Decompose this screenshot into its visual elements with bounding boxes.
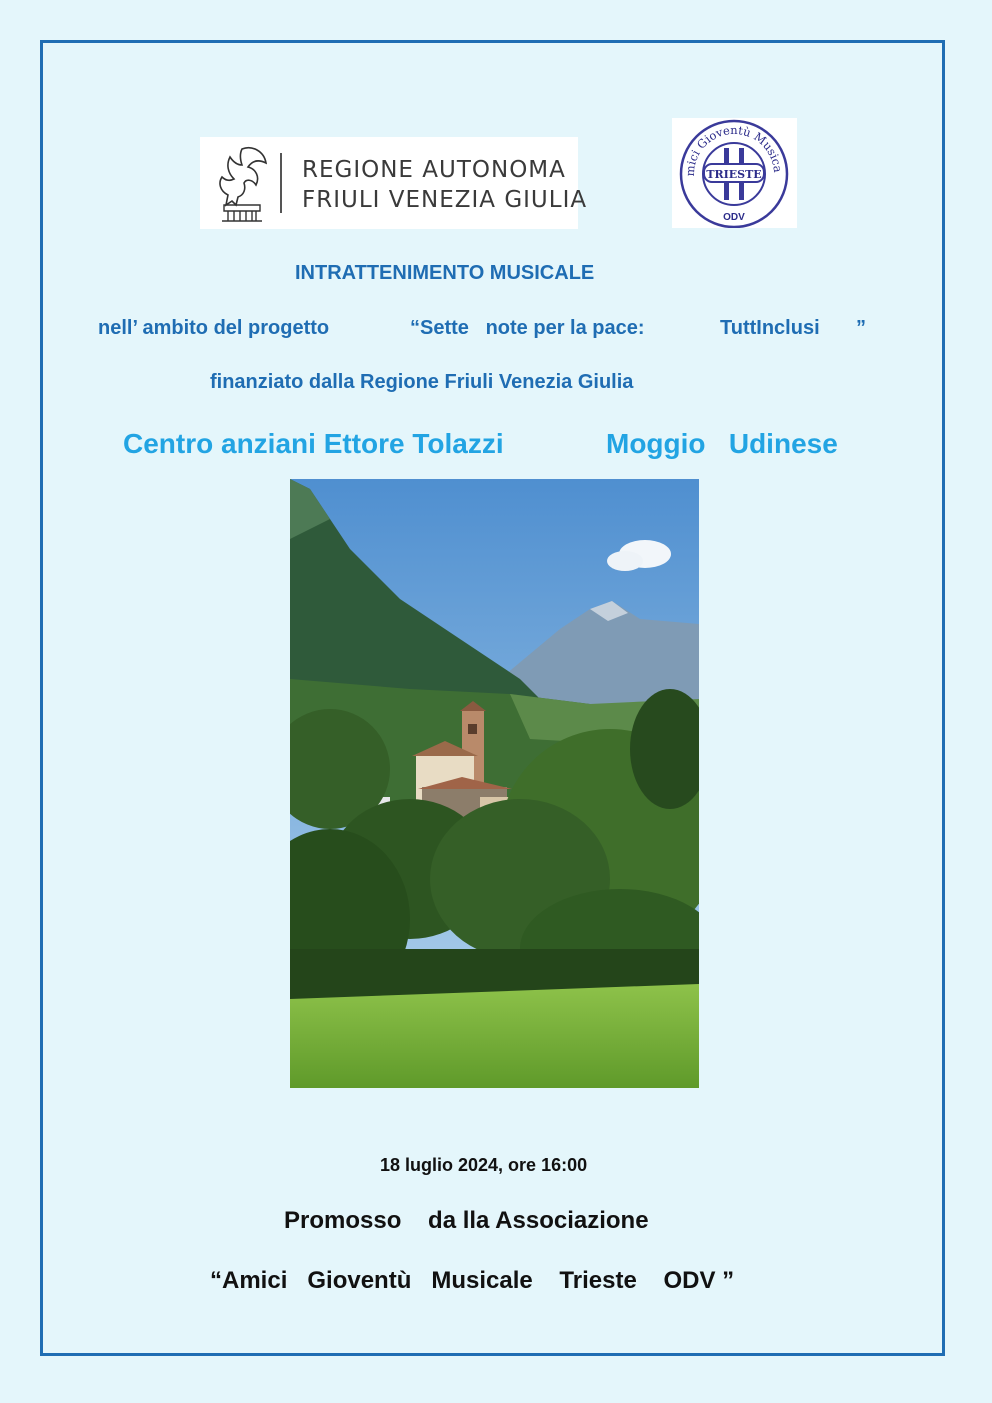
venue-name: Centro anziani Ettore Tolazzi xyxy=(123,428,504,459)
promoted-by: Promosso da lla Associazione xyxy=(284,1207,649,1234)
amici-ring-text: mici Gioventù Musica xyxy=(682,122,786,177)
association-name: “Amici Gioventù Musicale Trieste ODV ” xyxy=(210,1267,735,1294)
project-close-quote: ” xyxy=(856,317,866,339)
amici-center-text: TRIESTE xyxy=(706,168,762,181)
project-prefix: nell’ ambito del progetto xyxy=(98,317,330,339)
eagle-icon xyxy=(212,143,272,225)
amici-odv-text: ODV xyxy=(723,212,745,223)
regione-fvg-logo xyxy=(200,137,588,229)
venue-town: Moggio Udinese xyxy=(606,428,838,459)
amici-gioventu-logo xyxy=(672,118,797,228)
region-line-1: REGIONE AUTONOMA xyxy=(302,157,566,183)
region-name xyxy=(302,155,587,215)
project-name: “Sette note per la pace: xyxy=(410,317,645,339)
moggio-landscape-photo xyxy=(290,479,699,1088)
event-heading: INTRATTENIMENTO MUSICALE xyxy=(295,262,595,284)
region-line-2: FRIULI VENEZIA GIULIA xyxy=(302,187,588,213)
project-name-2: TuttInclusi xyxy=(720,317,820,339)
funding-line: finanziato dalla Regione Friuli Venezia Giulia xyxy=(210,371,634,393)
event-date: 18 luglio 2024, ore 16:00 xyxy=(380,1155,588,1175)
logo-divider xyxy=(280,153,282,213)
